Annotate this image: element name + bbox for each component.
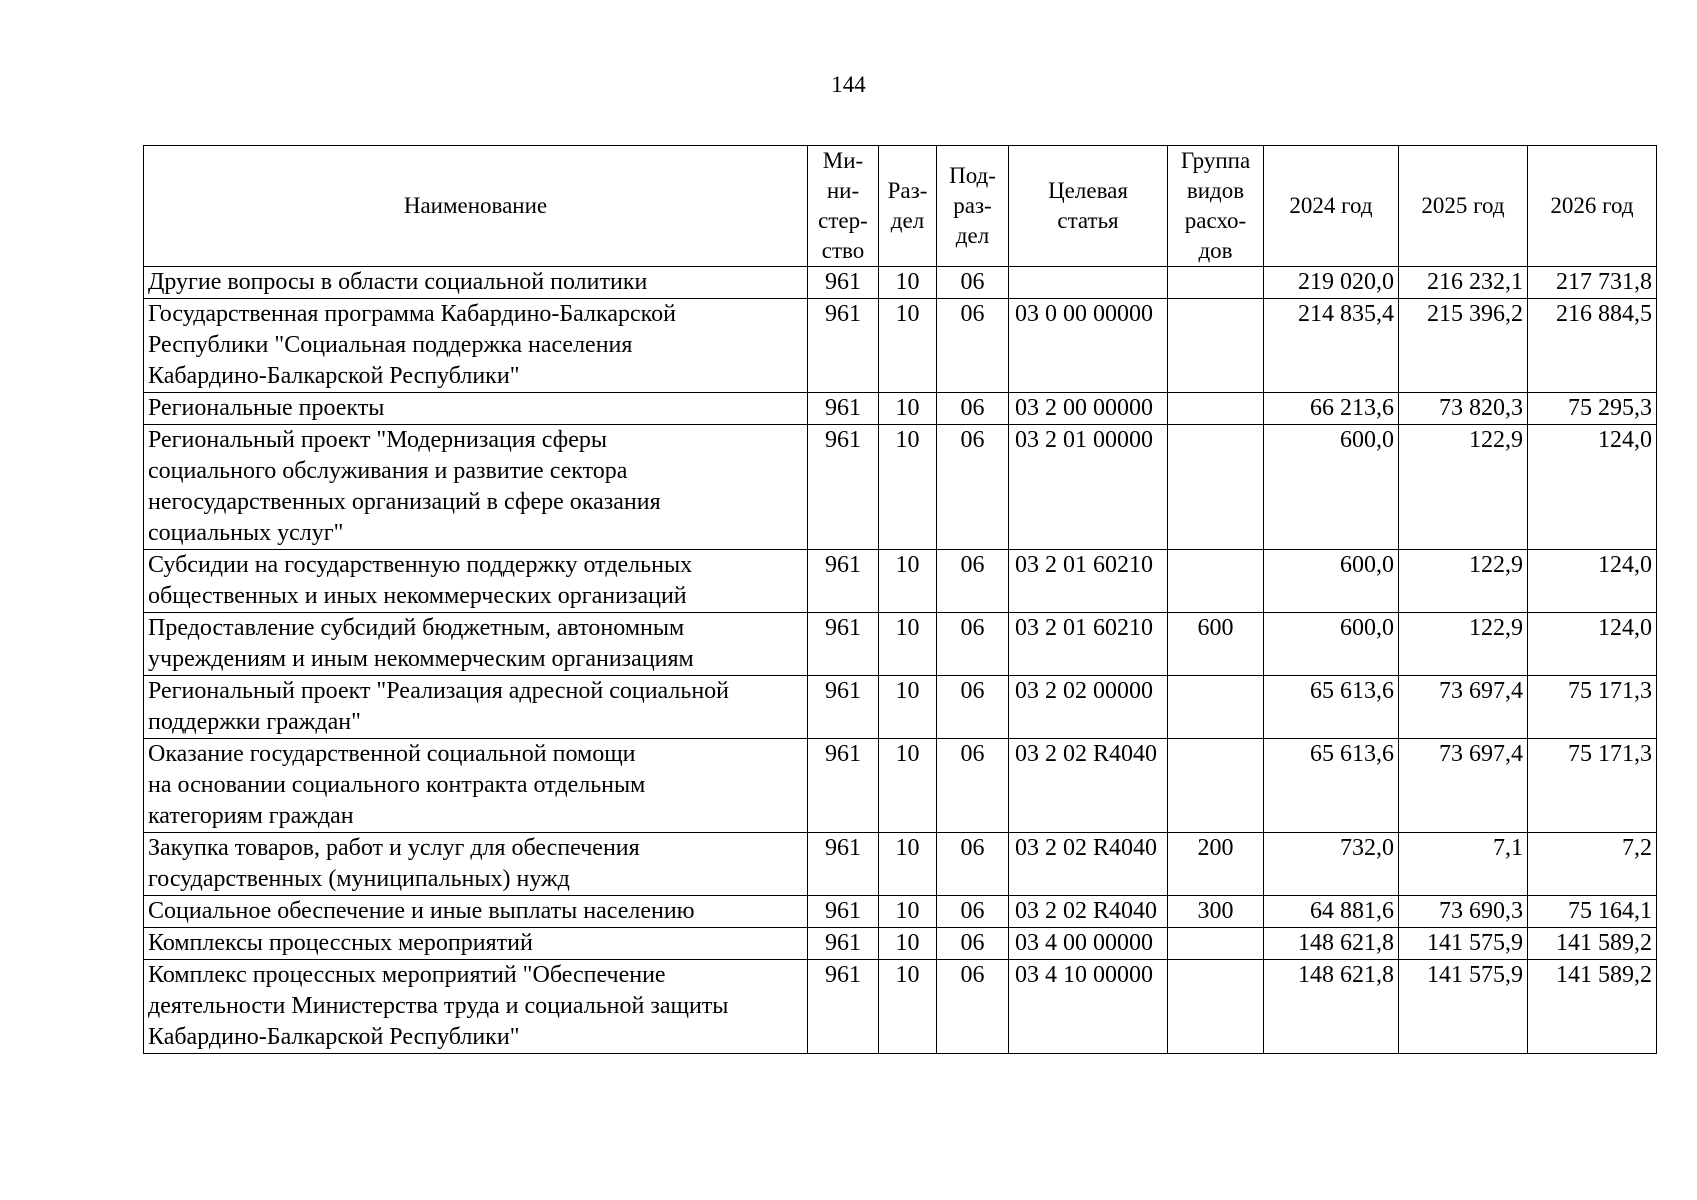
cell-section: 10 — [879, 960, 937, 1054]
table-row — [144, 550, 1657, 613]
cell-year-2025: 122,9 — [1399, 425, 1528, 550]
cell-expense-group: 600 — [1168, 613, 1264, 676]
cell-ministry: 961 — [808, 550, 879, 613]
table-row — [144, 299, 1657, 393]
cell-year-2025: 73 690,3 — [1399, 896, 1528, 928]
cell-year-2026: 124,0 — [1528, 613, 1657, 676]
cell-year-2024: 65 613,6 — [1264, 676, 1399, 739]
table-row — [144, 393, 1657, 425]
cell-expense-group: 200 — [1168, 833, 1264, 896]
cell-name: Региональные проекты — [144, 393, 808, 425]
cell-expense-group — [1168, 550, 1264, 613]
cell-year-2024: 219 020,0 — [1264, 267, 1399, 299]
cell-ministry: 961 — [808, 833, 879, 896]
cell-ministry: 961 — [808, 928, 879, 960]
cell-target-article: 03 4 00 00000 — [1009, 928, 1168, 960]
cell-target-article — [1009, 267, 1168, 299]
header-subsection: Под- раз- дел — [937, 146, 1009, 267]
cell-year-2026: 124,0 — [1528, 425, 1657, 550]
cell-year-2025: 216 232,1 — [1399, 267, 1528, 299]
cell-subsection: 06 — [937, 928, 1009, 960]
cell-section: 10 — [879, 299, 937, 393]
cell-name: Региональный проект "Реализация адресной социальной поддержки граждан" — [144, 676, 808, 739]
cell-expense-group — [1168, 425, 1264, 550]
cell-name: Предоставление субсидий бюджетным, автономным учреждениям и иным некоммерческим организациям — [144, 613, 808, 676]
cell-year-2024: 148 621,8 — [1264, 928, 1399, 960]
cell-section: 10 — [879, 550, 937, 613]
cell-section: 10 — [879, 393, 937, 425]
cell-year-2026: 216 884,5 — [1528, 299, 1657, 393]
table-row — [144, 739, 1657, 833]
cell-expense-group — [1168, 739, 1264, 833]
header-expense-group: Группа видов расхо- дов — [1168, 146, 1264, 267]
cell-year-2024: 66 213,6 — [1264, 393, 1399, 425]
cell-section: 10 — [879, 676, 937, 739]
cell-subsection: 06 — [937, 299, 1009, 393]
cell-year-2025: 73 820,3 — [1399, 393, 1528, 425]
cell-subsection: 06 — [937, 833, 1009, 896]
cell-year-2026: 124,0 — [1528, 550, 1657, 613]
table-row — [144, 833, 1657, 896]
cell-expense-group — [1168, 960, 1264, 1054]
table-header-row — [144, 146, 1657, 267]
table-row — [144, 613, 1657, 676]
cell-target-article: 03 4 10 00000 — [1009, 960, 1168, 1054]
cell-section: 10 — [879, 833, 937, 896]
table-row — [144, 676, 1657, 739]
cell-year-2024: 65 613,6 — [1264, 739, 1399, 833]
cell-target-article: 03 2 02 00000 — [1009, 676, 1168, 739]
cell-subsection: 06 — [937, 896, 1009, 928]
cell-ministry: 961 — [808, 739, 879, 833]
cell-expense-group — [1168, 928, 1264, 960]
cell-year-2024: 148 621,8 — [1264, 960, 1399, 1054]
cell-name: Закупка товаров, работ и услуг для обеспечения государственных (муниципальных) нужд — [144, 833, 808, 896]
cell-year-2024: 214 835,4 — [1264, 299, 1399, 393]
cell-year-2024: 600,0 — [1264, 613, 1399, 676]
cell-year-2026: 217 731,8 — [1528, 267, 1657, 299]
table-row — [144, 960, 1657, 1054]
cell-expense-group: 300 — [1168, 896, 1264, 928]
cell-section: 10 — [879, 613, 937, 676]
cell-year-2025: 73 697,4 — [1399, 676, 1528, 739]
cell-name: Другие вопросы в области социальной политики — [144, 267, 808, 299]
cell-year-2026: 141 589,2 — [1528, 960, 1657, 1054]
cell-name: Оказание государственной социальной помощи на основании социального контракта отдельным категориям граждан — [144, 739, 808, 833]
cell-target-article: 03 2 02 R4040 — [1009, 896, 1168, 928]
cell-subsection: 06 — [937, 550, 1009, 613]
cell-section: 10 — [879, 267, 937, 299]
table-row — [144, 425, 1657, 550]
cell-year-2024: 732,0 — [1264, 833, 1399, 896]
cell-section: 10 — [879, 928, 937, 960]
header-ministry: Ми- ни- стер- ство — [808, 146, 879, 267]
cell-target-article: 03 0 00 00000 — [1009, 299, 1168, 393]
cell-expense-group — [1168, 267, 1264, 299]
cell-section: 10 — [879, 896, 937, 928]
cell-ministry: 961 — [808, 393, 879, 425]
table-body — [144, 267, 1657, 1054]
cell-section: 10 — [879, 425, 937, 550]
header-name: Наименование — [144, 146, 808, 267]
cell-name: Комплекс процессных мероприятий "Обеспечение деятельности Министерства труда и социальной защиты Кабардино-Балкарской Республики" — [144, 960, 808, 1054]
cell-year-2025: 141 575,9 — [1399, 960, 1528, 1054]
cell-name: Субсидии на государственную поддержку отдельных общественных и иных некоммерческих организаций — [144, 550, 808, 613]
cell-target-article: 03 2 01 60210 — [1009, 613, 1168, 676]
header-year-2026: 2026 год — [1528, 146, 1657, 267]
cell-year-2026: 7,2 — [1528, 833, 1657, 896]
cell-subsection: 06 — [937, 267, 1009, 299]
budget-table — [143, 145, 1657, 1054]
cell-target-article: 03 2 01 60210 — [1009, 550, 1168, 613]
table-row — [144, 267, 1657, 299]
cell-ministry: 961 — [808, 425, 879, 550]
cell-subsection: 06 — [937, 613, 1009, 676]
cell-subsection: 06 — [937, 960, 1009, 1054]
cell-year-2025: 215 396,2 — [1399, 299, 1528, 393]
cell-year-2024: 64 881,6 — [1264, 896, 1399, 928]
cell-year-2025: 122,9 — [1399, 613, 1528, 676]
cell-name: Региональный проект "Модернизация сферы социального обслуживания и развитие сектора негосударственных организаций в сфере оказания социальных услуг" — [144, 425, 808, 550]
cell-name: Государственная программа Кабардино-Балкарской Республики "Социальная поддержка населения Кабардино-Балкарской Республики" — [144, 299, 808, 393]
cell-expense-group — [1168, 299, 1264, 393]
table-row — [144, 896, 1657, 928]
cell-year-2025: 122,9 — [1399, 550, 1528, 613]
table-row — [144, 928, 1657, 960]
cell-target-article: 03 2 00 00000 — [1009, 393, 1168, 425]
cell-ministry: 961 — [808, 960, 879, 1054]
cell-ministry: 961 — [808, 613, 879, 676]
cell-expense-group — [1168, 393, 1264, 425]
cell-subsection: 06 — [937, 676, 1009, 739]
header-year-2025: 2025 год — [1399, 146, 1528, 267]
cell-year-2026: 141 589,2 — [1528, 928, 1657, 960]
cell-name: Социальное обеспечение и иные выплаты населению — [144, 896, 808, 928]
cell-subsection: 06 — [937, 393, 1009, 425]
cell-year-2026: 75 295,3 — [1528, 393, 1657, 425]
cell-year-2026: 75 171,3 — [1528, 676, 1657, 739]
header-year-2024: 2024 год — [1264, 146, 1399, 267]
page-number: 144 — [831, 72, 866, 97]
cell-name: Комплексы процессных мероприятий — [144, 928, 808, 960]
cell-target-article: 03 2 02 R4040 — [1009, 739, 1168, 833]
header-target-article: Целевая статья — [1009, 146, 1168, 267]
cell-ministry: 961 — [808, 676, 879, 739]
cell-year-2026: 75 164,1 — [1528, 896, 1657, 928]
cell-expense-group — [1168, 676, 1264, 739]
cell-year-2025: 7,1 — [1399, 833, 1528, 896]
cell-year-2024: 600,0 — [1264, 550, 1399, 613]
cell-year-2025: 73 697,4 — [1399, 739, 1528, 833]
cell-subsection: 06 — [937, 739, 1009, 833]
cell-year-2025: 141 575,9 — [1399, 928, 1528, 960]
cell-ministry: 961 — [808, 267, 879, 299]
cell-year-2024: 600,0 — [1264, 425, 1399, 550]
cell-year-2026: 75 171,3 — [1528, 739, 1657, 833]
cell-ministry: 961 — [808, 299, 879, 393]
cell-section: 10 — [879, 739, 937, 833]
cell-subsection: 06 — [937, 425, 1009, 550]
cell-ministry: 961 — [808, 896, 879, 928]
cell-target-article: 03 2 02 R4040 — [1009, 833, 1168, 896]
cell-target-article: 03 2 01 00000 — [1009, 425, 1168, 550]
header-section: Раз- дел — [879, 146, 937, 267]
